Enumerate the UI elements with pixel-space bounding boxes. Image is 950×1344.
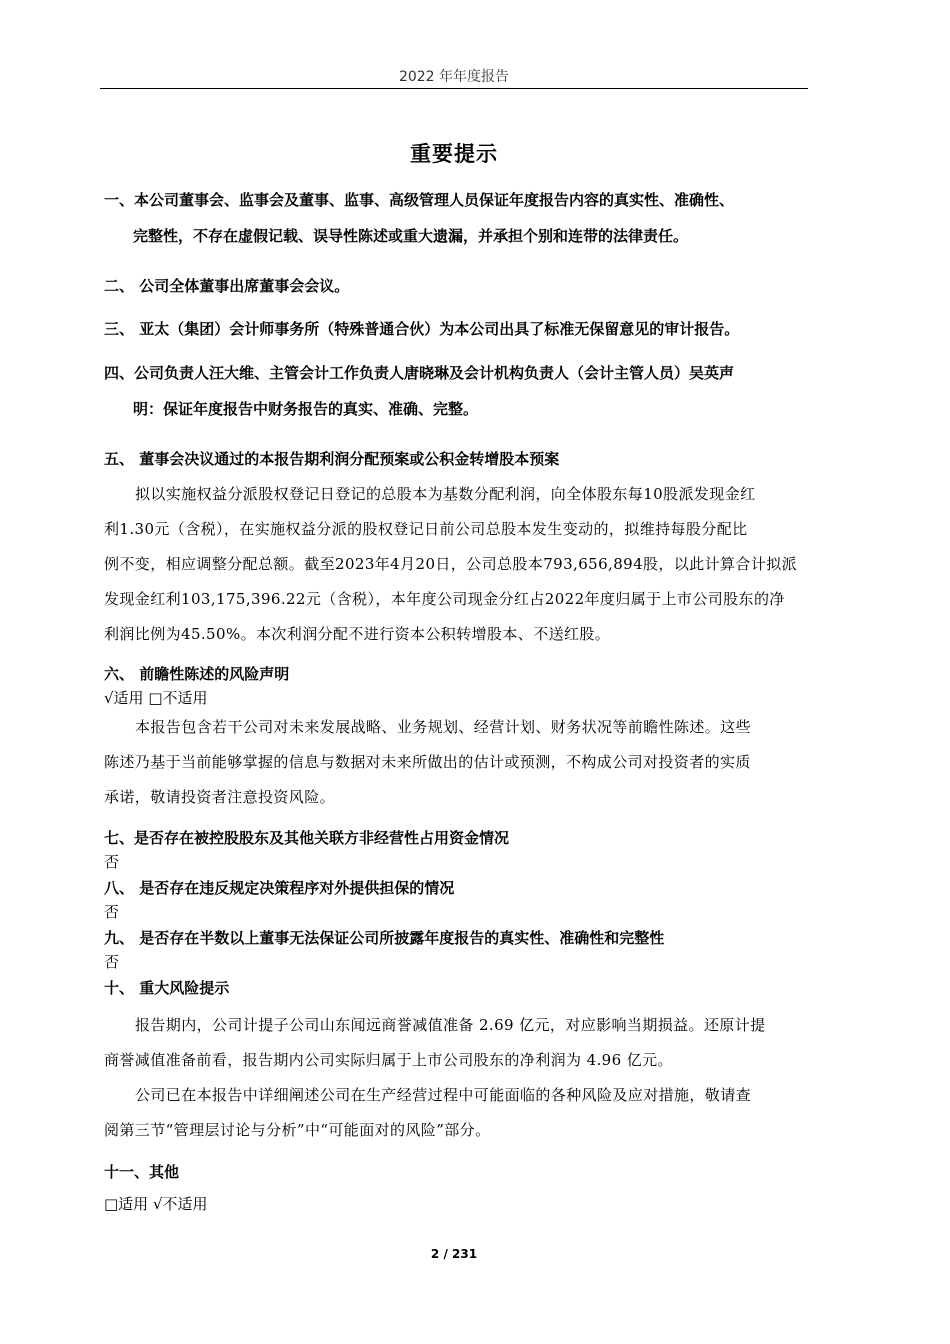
section-8-heading: 八、 是否存在违反规定决策程序对外提供担保的情况 bbox=[104, 879, 455, 897]
section-5-line: 例不变，相应调整分配总额。截至2023年4月20日，公司总股本793,656,894股，以此计算合计拟派 bbox=[104, 555, 798, 573]
section-10-line: 报告期内，公司计提子公司山东闻远商誉减值准备 2.69 亿元，对应影响当期损益。还原计提 bbox=[135, 1016, 766, 1034]
section-10-line: 商誉减值准备前看，报告期内公司实际归属于上市公司股东的净利润为 4.96 亿元。 bbox=[104, 1051, 673, 1069]
section-11-heading: 十一、其他 bbox=[104, 1163, 180, 1181]
section-6-applicability: √适用 □不适用 bbox=[104, 689, 208, 707]
section-4-line-1: 四、公司负责人汪大维、主管会计工作负责人唐晓琳及会计机构负责人（会计主管人员）吴英声 bbox=[104, 364, 735, 382]
page-title: 重要提示 bbox=[410, 142, 498, 166]
section-11-applicability: □适用 √不适用 bbox=[104, 1195, 208, 1213]
section-9-answer: 否 bbox=[104, 953, 120, 971]
page-header: 2022 年年度报告 bbox=[398, 69, 510, 85]
section-8-answer: 否 bbox=[104, 903, 120, 921]
section-5-heading: 五、 董事会决议通过的本报告期利润分配预案或公积金转增股本预案 bbox=[104, 450, 560, 468]
section-6-line: 承诺，敬请投资者注意投资风险。 bbox=[104, 788, 336, 806]
section-10 bbox=[104, 976, 810, 1148]
section-2-text: 二、 公司全体董事出席董事会会议。 bbox=[104, 277, 350, 295]
section-10-line: 公司已在本报告中详细阐述公司在生产经营过程中可能面临的各种风险及应对措施，敬请查 bbox=[135, 1086, 752, 1104]
section-1-line-1: 一、本公司董事会、监事会及董事、监事、高级管理人员保证年度报告内容的真实性、准确性、 bbox=[104, 191, 735, 209]
section-6-heading: 六、 前瞻性陈述的风险声明 bbox=[104, 665, 290, 683]
section-10-line: 阅第三节“管理层讨论与分析”中“可能面对的风险”部分。 bbox=[104, 1121, 491, 1139]
section-5-paragraph bbox=[104, 477, 810, 652]
section-5 bbox=[104, 441, 810, 652]
section-6-line: 本报告包含若干公司对未来发展战略、业务规划、经营计划、财务状况等前瞻性陈述。这些 bbox=[135, 718, 752, 736]
page-number: 2 / 231 bbox=[430, 1247, 478, 1261]
section-3-text: 三、 亚太（集团）会计师事务所（特殊普通合伙）为本公司出具了标准无保留意见的审计报告。 bbox=[104, 320, 740, 338]
section-5-line: 发现金红利103,175,396.22元（含税），本年度公司现金分红占2022年度归属于上市公司股东的净 bbox=[104, 590, 785, 608]
section-5-line: 利1.30元（含税），在实施权益分派的股权登记日前公司总股本发生变动的，拟维持每股分配比 bbox=[104, 520, 748, 538]
section-3 bbox=[104, 311, 810, 347]
section-9-heading: 九、 是否存在半数以上董事无法保证公司所披露年度报告的真实性、准确性和完整性 bbox=[104, 929, 665, 947]
section-10-heading: 十、 重大风险提示 bbox=[104, 979, 230, 997]
section-6 bbox=[104, 662, 810, 815]
section-5-line: 利润比例为45.50%。本次利润分配不进行资本公积转增股本、不送红股。 bbox=[104, 625, 611, 643]
section-4-line-2: 明：保证年度报告中财务报告的真实、准确、完整。 bbox=[133, 400, 479, 418]
section-6-line: 陈述乃基于当前能够掌握的信息与数据对未来所做出的估计或预测，不构成公司对投资者的实质 bbox=[104, 753, 751, 771]
section-8 bbox=[104, 876, 810, 924]
header-rule bbox=[100, 88, 808, 89]
section-4 bbox=[104, 355, 810, 427]
section-7-heading: 七、是否存在被控股股东及其他关联方非经营性占用资金情况 bbox=[104, 829, 510, 847]
section-10-paragraph-2 bbox=[104, 1078, 810, 1148]
section-5-line: 拟以实施权益分派股权登记日登记的总股本为基数分配利润，向全体股东每10股派发现金红 bbox=[135, 485, 756, 503]
section-11 bbox=[104, 1160, 810, 1216]
section-1 bbox=[104, 182, 810, 254]
section-1-line-2: 完整性，不存在虚假记载、误导性陈述或重大遗漏，并承担个别和连带的法律责任。 bbox=[133, 227, 689, 245]
section-7-answer: 否 bbox=[104, 853, 120, 871]
section-10-paragraph-1 bbox=[104, 1008, 810, 1078]
section-7 bbox=[104, 826, 810, 874]
section-2 bbox=[104, 268, 810, 304]
section-9 bbox=[104, 926, 810, 974]
section-6-paragraph bbox=[104, 710, 810, 815]
